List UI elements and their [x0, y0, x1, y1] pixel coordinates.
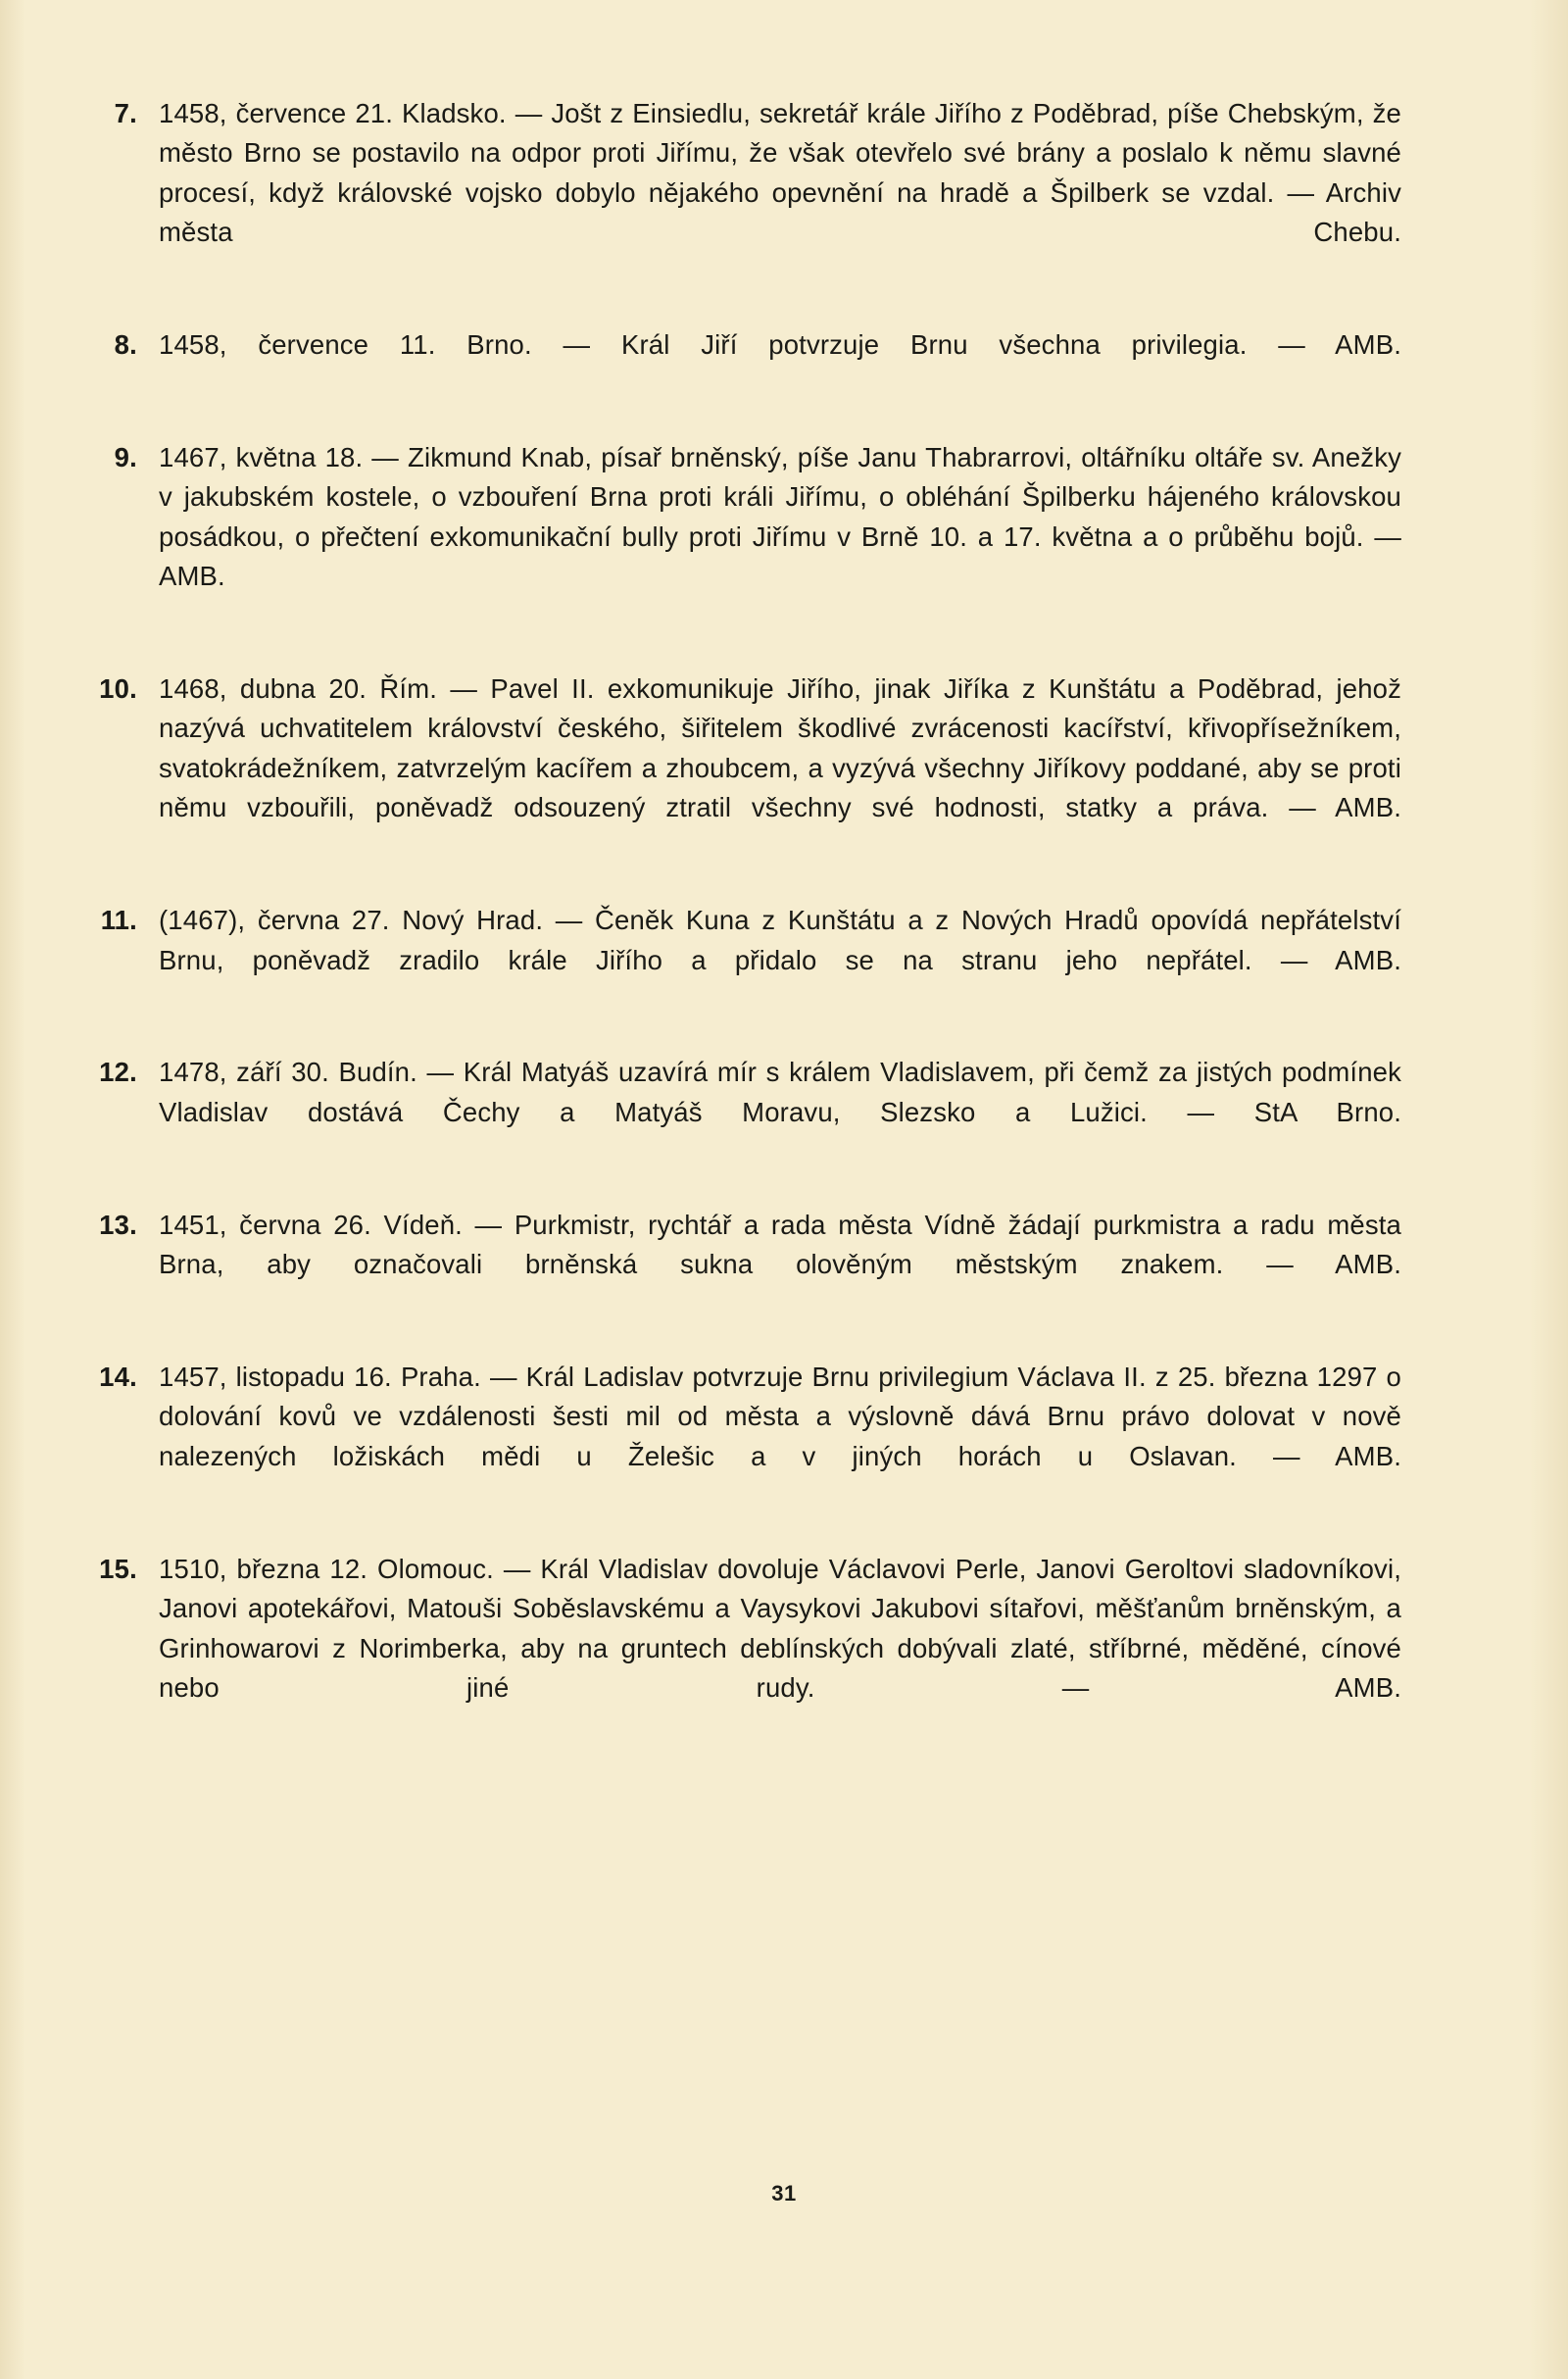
entry-text: 1458, července 21. Kladsko. — Jošt z Einsiedlu, sekretář krále Jiřího z Poděbrad, píše Chebským, že město Brno se postavilo na odpor proti Jiřímu, že však otevřelo své brány a poslalo k němu slavné procesí, když královské vojsko dobylo nějakého opevnění na hradě a Špilberk se vzdal. — Archiv města Chebu.: [159, 98, 1401, 248]
entry-text: 1451, června 26. Vídeň. — Purkmistr, rychtář a rada města Vídně žádají purkmistra a radu města Brna, aby označovali brněnská sukna olověným městským znakem. — AMB.: [159, 1209, 1401, 1280]
entry-number: 11.: [100, 905, 137, 936]
entry-text: (1467), června 27. Nový Hrad. — Čeněk Kuna z Kunštátu a z Nových Hradů opovídá nepřátelství Brnu, poněvadž zradilo krále Jiřího a přidalo se na stranu jeho nepřátel. — AMB.: [159, 905, 1401, 975]
list-item: [98, 1206, 1401, 1324]
entry-number: 13.: [99, 1209, 137, 1240]
list-item: [98, 438, 1401, 636]
entry-number: 14.: [99, 1361, 137, 1392]
entry-text: 1458, července 11. Brno. — Král Jiří potvrzuje Brnu všechna privilegia. — AMB.: [159, 329, 1401, 361]
list-item: [98, 325, 1401, 405]
list-item: [98, 901, 1401, 1019]
list-item: [98, 94, 1401, 292]
entry-text: 1478, září 30. Budín. — Král Matyáš uzavírá mír s králem Vladislavem, při čemž za jistých podmínek Vladislav dostává Čechy a Matyáš Moravu, Slezsko a Lužici. — StA Brno.: [159, 1057, 1401, 1127]
entry-number: 12.: [99, 1057, 137, 1088]
entry-text: 1468, dubna 20. Řím. — Pavel II. exkomunikuje Jiřího, jinak Jiříka z Kunštátu a Poděbrad, jehož nazývá uchvatitelem království českého, šiřitelem škodlivé zvrácenosti kacířství, křivopřísežníkem, svatokrádežníkem, zatvrzelým kacířem a zhoubcem, a vyzývá všechny Jiříkovy poddané, aby se proti němu vzbouřili, poněvadž odsouzený ztratil všechny své hodnosti, statky a práva. — AMB.: [159, 673, 1401, 823]
entry-number: 10.: [99, 673, 137, 705]
entry-list: [98, 94, 1401, 1748]
entry-number: 8.: [114, 329, 137, 361]
entry-text: 1510, března 12. Olomouc. — Král Vladislav dovoluje Václavovi Perle, Janovi Geroltovi sladovníkovi, Janovi apotekářovi, Matouši Soběslavskému a Vaysykovi Jakubovi sítařovi, měšťanům brněnským, a Grinhowarovi z Norimberka, aby na gruntech deblínských dobývali zlaté, stříbrné, měděné, cínové nebo jiné rudy. — AMB.: [159, 1553, 1401, 1703]
entry-number: 15.: [99, 1553, 137, 1584]
list-item: [98, 1053, 1401, 1171]
entry-number: 9.: [114, 441, 137, 472]
entry-text: 1467, května 18. — Zikmund Knab, písař brněnský, píše Janu Thabrarrovi, oltářníku oltáře sv. Anežky v jakubském kostele, o vzbouření Brna proti králi Jiřímu, o obléhání Špilberku hájeného královskou posádkou, o přečtení exkomunikační bully proti Jiřímu v Brně 10. a 17. května a o průběhu bojů. — AMB.: [159, 441, 1401, 592]
page-number: 31: [771, 2181, 797, 2206]
list-item: [98, 1550, 1401, 1748]
entry-number: 7.: [114, 98, 137, 128]
list-item: [98, 669, 1401, 867]
list-item: [98, 1358, 1401, 1516]
entry-text: 1457, listopadu 16. Praha. — Král Ladislav potvrzuje Brnu privilegium Václava II. z 25. března 1297 o dolování kovů ve vzdálenosti šesti mil od města a výslovně dává Brnu právo dolovat v nově nalezených ložiskách mědi u Želešic a v jiných horách u Oslavan. — AMB.: [159, 1361, 1401, 1471]
